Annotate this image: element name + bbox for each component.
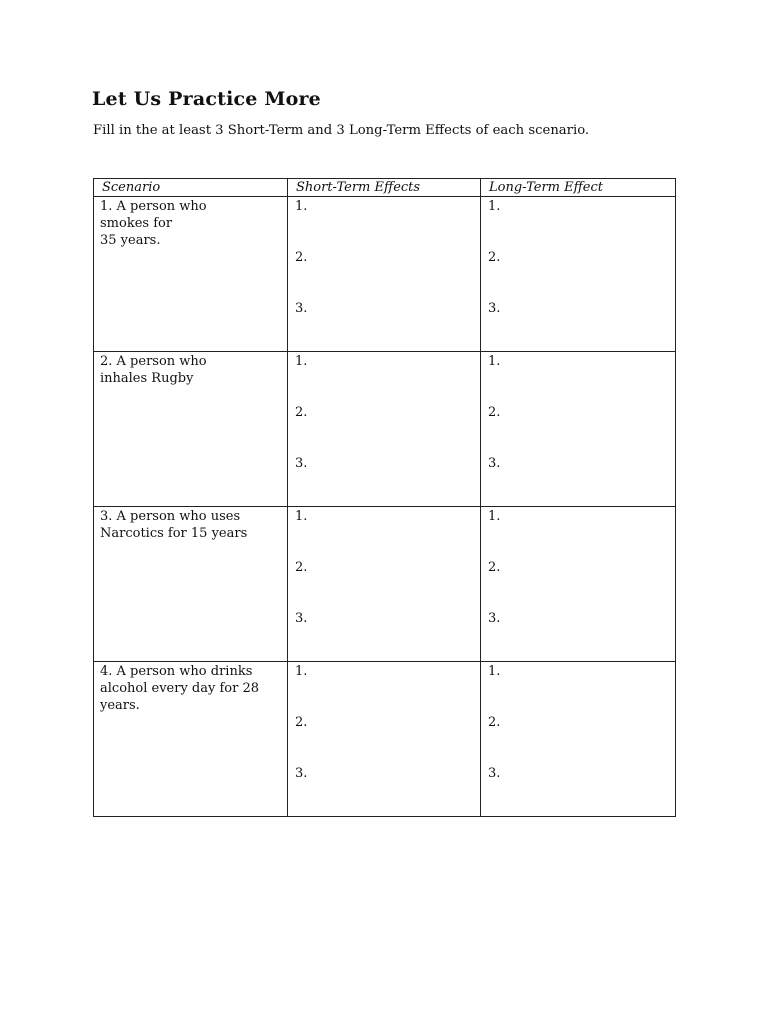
long-term-cell[interactable] — [481, 352, 676, 507]
short-term-item: 2. — [295, 405, 308, 420]
long-term-cell[interactable] — [481, 197, 676, 352]
long-term-item: 1. — [488, 509, 501, 524]
scenario-text: 4. A person who drinks alcohol every day for 28 years. — [100, 664, 260, 713]
scenario-text: 3. A person who uses Narcotics for 15 years — [100, 509, 248, 541]
short-term-item: 3. — [295, 456, 308, 471]
short-term-cell[interactable] — [288, 662, 481, 817]
long-term-item: 3. — [488, 301, 501, 316]
table-row — [94, 197, 676, 352]
table-row — [94, 662, 676, 817]
scenario-text: 1. A person who smokes for 35 years. — [100, 199, 207, 248]
long-term-cell[interactable] — [481, 507, 676, 662]
short-term-item: 3. — [295, 766, 308, 781]
instructions-text: Fill in the at least 3 Short-Term and 3 Long-Term Effects of each scenario. — [93, 123, 590, 138]
long-term-item: 3. — [488, 456, 501, 471]
table-row — [94, 507, 676, 662]
long-term-item: 2. — [488, 560, 501, 575]
long-term-item: 1. — [488, 199, 501, 214]
scenario-text: 2. A person who inhales Rugby — [100, 354, 207, 386]
short-term-item: 2. — [295, 250, 308, 265]
long-term-item: 1. — [488, 354, 501, 369]
short-term-item: 2. — [295, 560, 308, 575]
short-term-item: 1. — [295, 664, 308, 679]
short-term-item: 1. — [295, 199, 308, 214]
table-header-row — [94, 179, 676, 197]
short-term-item: 1. — [295, 509, 308, 524]
long-term-item: 3. — [488, 611, 501, 626]
short-term-item: 3. — [295, 301, 308, 316]
short-term-item: 3. — [295, 611, 308, 626]
short-term-item: 1. — [295, 354, 308, 369]
worksheet-table — [93, 178, 676, 817]
table-row — [94, 352, 676, 507]
short-term-cell[interactable] — [288, 197, 481, 352]
scenario-cell — [94, 507, 288, 662]
short-term-cell[interactable] — [288, 352, 481, 507]
long-term-item: 2. — [488, 250, 501, 265]
page-title: Let Us Practice More — [92, 88, 321, 110]
scenario-cell — [94, 662, 288, 817]
long-term-item: 2. — [488, 405, 501, 420]
long-term-cell[interactable] — [481, 662, 676, 817]
scenario-cell — [94, 197, 288, 352]
long-term-item: 3. — [488, 766, 501, 781]
header-short-term-effects: Short-Term Effects — [288, 179, 481, 197]
scenario-cell — [94, 352, 288, 507]
long-term-item: 2. — [488, 715, 501, 730]
header-scenario: Scenario — [94, 179, 288, 197]
long-term-item: 1. — [488, 664, 501, 679]
short-term-cell[interactable] — [288, 507, 481, 662]
short-term-item: 2. — [295, 715, 308, 730]
header-long-term-effect: Long-Term Effect — [481, 179, 676, 197]
